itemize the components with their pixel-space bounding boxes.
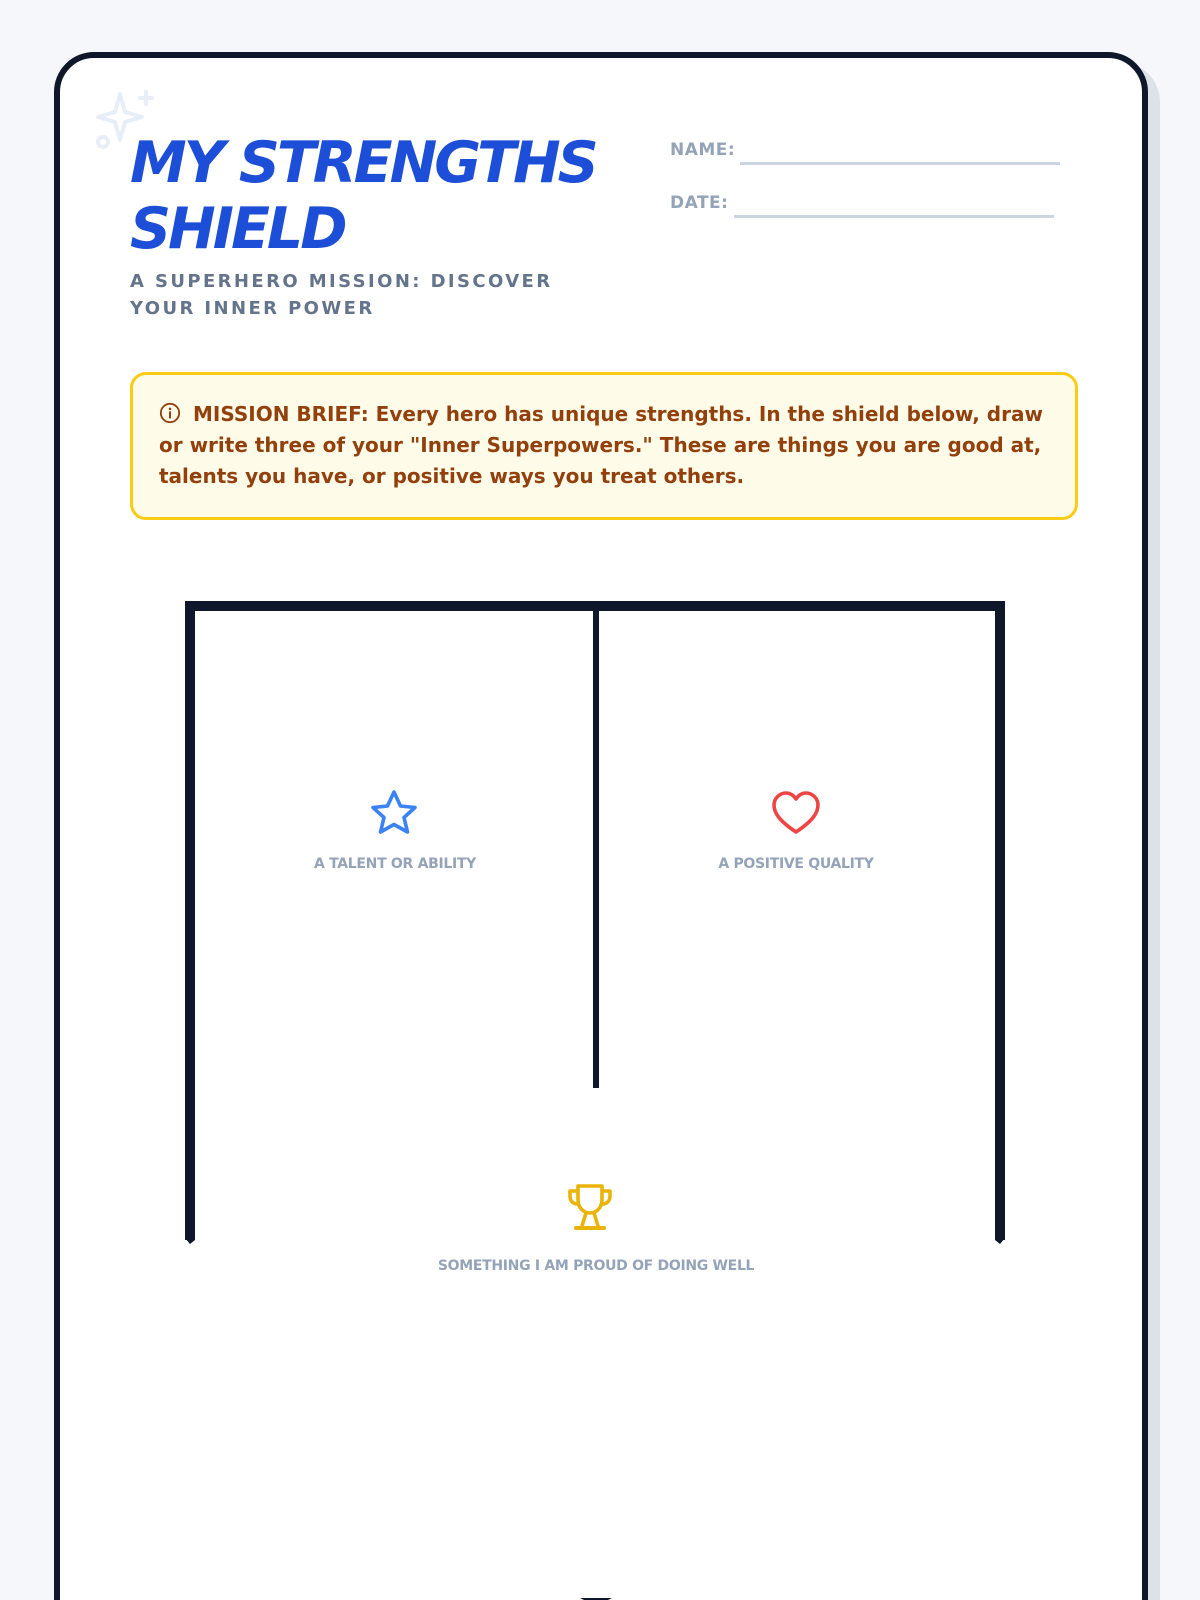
title-line-1: MY STRENGTHS [130,130,596,196]
mission-brief [130,372,1078,520]
mission-brief-text: MISSION BRIEF: Every hero has unique strengths. In the shield below, draw or write three of your "Inner Superpowers." These are things you are good at, talents you have, or positive ways you treat others. [159,402,1043,488]
date-label: DATE: [670,193,729,213]
name-label: NAME: [670,140,736,160]
star-icon [366,786,422,842]
info-icon [159,402,181,424]
worksheet-subtitle: A SUPERHERO MISSION: DISCOVER YOUR INNER POWER [130,271,553,319]
section-label-quality: A POSITIVE QUALITY [718,856,874,872]
trophy-icon [562,1180,618,1236]
worksheet-title [130,130,650,262]
name-field[interactable] [740,162,1060,165]
worksheet-card [54,52,1148,1600]
heart-icon [768,786,824,842]
title-line-2: SHIELD [130,196,345,262]
section-label-talent: A TALENT OR ABILITY [313,856,477,872]
section-label-proud: SOMETHING I AM PROUD OF DOING WELL [437,1258,755,1274]
date-field[interactable] [734,215,1054,218]
